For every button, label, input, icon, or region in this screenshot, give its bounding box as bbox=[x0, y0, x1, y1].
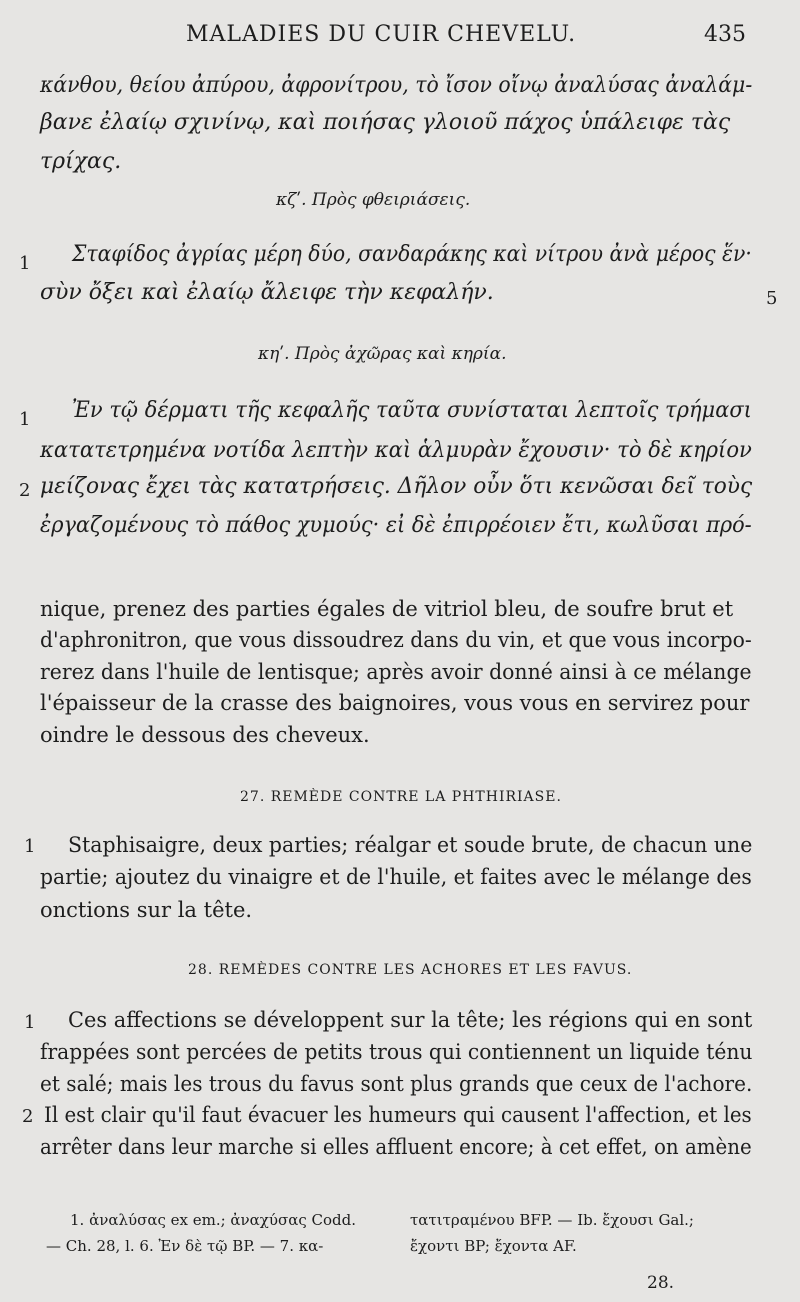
greek-line: σὺν ὄξει καὶ ἐλαίῳ ἄλειφε τὴν κεφαλήν. bbox=[40, 280, 494, 305]
margin-number: 1 bbox=[19, 409, 31, 430]
page-number: 435 bbox=[704, 22, 746, 47]
french-line: Staphisaigre, deux parties; réalgar et soude brute, de chacun une bbox=[68, 833, 753, 857]
greek-line: κάνθου, θείου ἀπύρου, ἀφρονίτρου, τὸ ἴσον οἴνῳ ἀναλύσας ἀναλάμ- bbox=[40, 73, 753, 98]
french-section-heading-27: 27. REMÈDE CONTRE LA PHTHIRIASE. bbox=[240, 789, 562, 805]
greek-line: Ἐν τῷ δέρματι τῆς κεφαλῆς ταῦτα συνίσταται λεπτοῖς τρήμασι bbox=[72, 398, 752, 423]
greek-line: τρίχας. bbox=[40, 149, 122, 174]
french-line: frappées sont percées de petits trous qui contiennent un liquide ténu bbox=[40, 1040, 753, 1064]
french-line: rerez dans l'huile de lentisque; après avoir donné ainsi à ce mélange bbox=[40, 660, 752, 684]
margin-number: 1 bbox=[24, 836, 36, 857]
signature-mark: 28. bbox=[647, 1273, 675, 1293]
margin-number: 1 bbox=[19, 253, 31, 274]
french-section-heading-28: 28. REMÈDES CONTRE LES ACHORES ET LES FAVUS. bbox=[188, 962, 633, 978]
footnote-line: ἔχοντι BP; ἔχοντα AF. bbox=[410, 1237, 577, 1255]
greek-section-heading-27: κζʹ. Πρὸς φθειριάσεις. bbox=[276, 190, 471, 210]
greek-line: μείζονας ἔχει τὰς κατατρήσεις. Δῆλον οὖν ὅτι κενῶσαι δεῖ τοὺς bbox=[40, 474, 753, 499]
french-line: oindre le dessous des cheveux. bbox=[40, 723, 370, 747]
greek-line: Σταφίδος ἀγρίας μέρη δύο, σανδαράκης καὶ νίτρου ἀνὰ μέρος ἕν· bbox=[72, 242, 752, 267]
margin-number: 1 bbox=[24, 1012, 36, 1033]
footnote-line: — Ch. 28, l. 6. Ἐν δὲ τῷ BP. — 7. κα- bbox=[46, 1237, 324, 1255]
greek-line: ἐργαζομένους τὸ πάθος χυμούς· εἰ δὲ ἐπιρρέοιεν ἔτι, κωλῦσαι πρό- bbox=[40, 513, 752, 538]
greek-line: κατατετρημένα νοτίδα λεπτὴν καὶ ἁλμυρὰν ἔχουσιν· τὸ δὲ κηρίον bbox=[40, 438, 752, 463]
french-line: l'épaisseur de la crasse des baignoires, vous vous en servirez pour bbox=[40, 691, 750, 715]
greek-line: βανε ἐλαίῳ σχινίνῳ, καὶ ποιήσας γλοιοῦ πάχος ὑπάλειφε τὰς bbox=[40, 110, 731, 135]
greek-section-heading-28: κηʹ. Πρὸς ἀχῶρας καὶ κηρία. bbox=[258, 344, 507, 364]
french-line: Ces affections se développent sur la tête; les régions qui en sont bbox=[68, 1008, 753, 1032]
french-line: arrêter dans leur marche si elles affluent encore; à cet effet, on amène bbox=[40, 1135, 752, 1159]
french-line: Il est clair qu'il faut évacuer les humeurs qui causent l'affection, et les bbox=[44, 1103, 752, 1127]
french-line: onctions sur la tête. bbox=[40, 898, 253, 922]
margin-number: 2 bbox=[19, 480, 31, 501]
footnote-line: τατιτραμένου BFP. — Ib. ἔχουσι Gal.; bbox=[410, 1211, 694, 1229]
french-line: nique, prenez des parties égales de vitriol bleu, de soufre brut et bbox=[40, 597, 734, 621]
margin-number: 2 bbox=[22, 1106, 34, 1127]
footnote-line: 1. ἀναλύσας ex em.; ἀναχύσας Codd. bbox=[70, 1211, 357, 1229]
running-title: MALADIES DU CUIR CHEVELU. bbox=[186, 22, 577, 47]
margin-number: 5 bbox=[766, 288, 778, 309]
french-line: partie; ajoutez du vinaigre et de l'huile, et faites avec le mélange des bbox=[40, 865, 752, 889]
french-line: et salé; mais les trous du favus sont plus grands que ceux de l'achore. bbox=[40, 1072, 753, 1096]
french-line: d'aphronitron, que vous dissoudrez dans du vin, et que vous incorpo- bbox=[40, 628, 752, 652]
